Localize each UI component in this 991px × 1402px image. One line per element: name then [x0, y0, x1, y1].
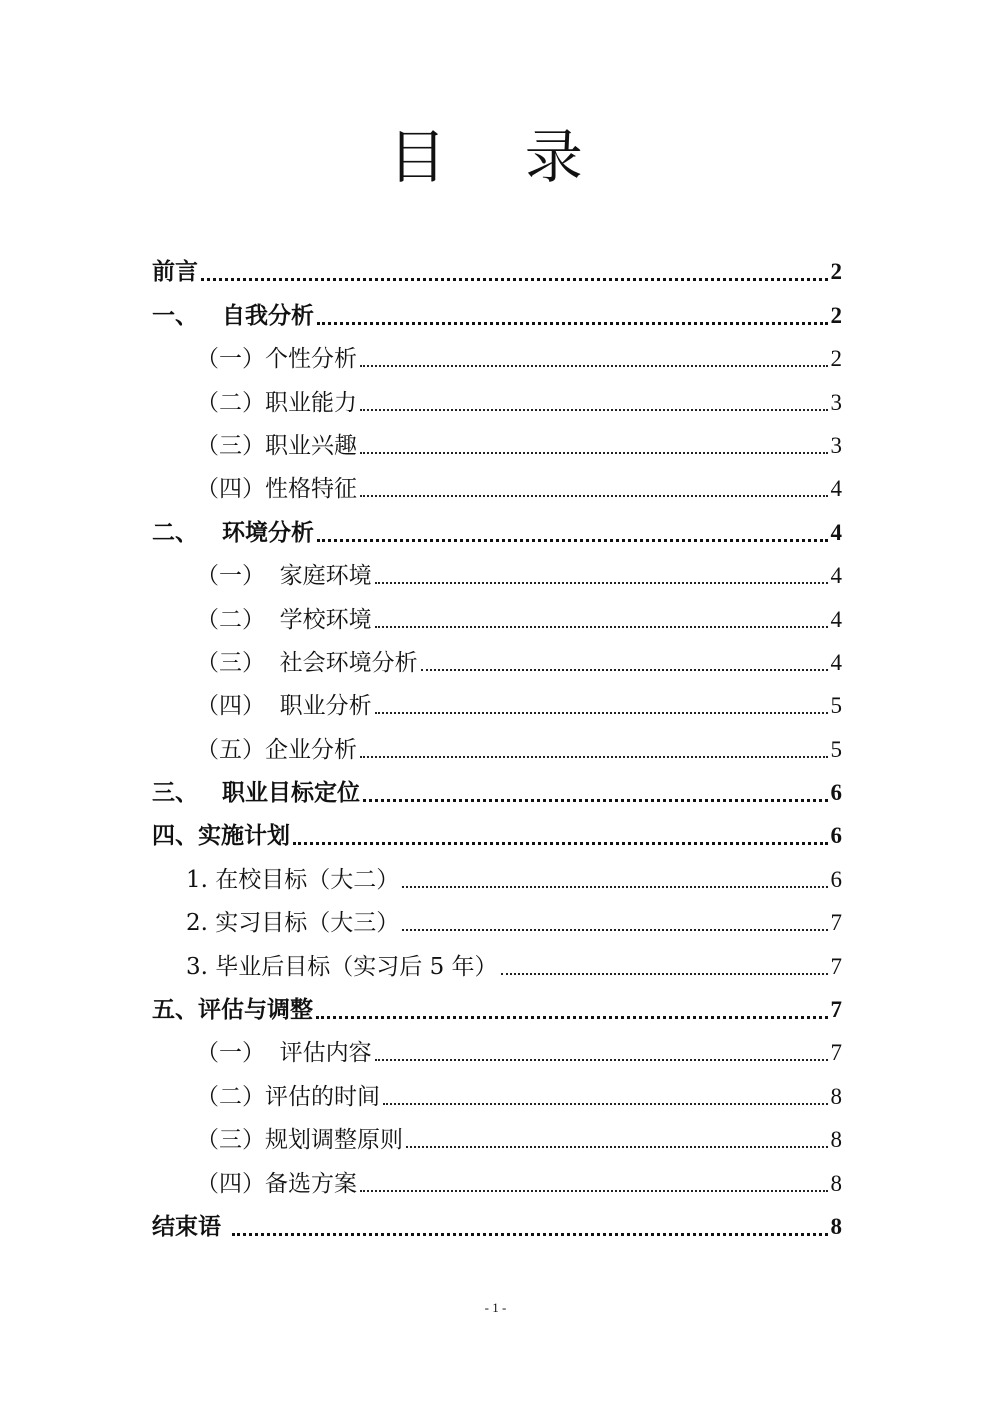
toc-entry[interactable] [152, 937, 842, 980]
page-number-footer: - 1 - [484, 1300, 507, 1315]
toc-entry[interactable] [152, 764, 842, 807]
toc-entry-label: 1. 在校目标（大二） [186, 866, 400, 893]
toc-entry-page-number: 4 [830, 606, 842, 632]
toc-leader-dots [232, 1232, 827, 1236]
toc-entry-page-number: 8 [830, 1083, 842, 1109]
toc-entry-page-number: 8 [830, 1127, 842, 1153]
toc-entry[interactable] [152, 503, 842, 546]
toc-entry-page-number: 3 [830, 432, 842, 458]
toc-entry-page-number: 6 [830, 866, 842, 892]
toc-entry[interactable] [152, 894, 842, 937]
toc-entry-page-number: 5 [830, 693, 842, 719]
toc-entry-label: 二、 环境分析 [152, 518, 315, 546]
toc-entry[interactable] [152, 330, 842, 373]
toc-entry-page-number: 8 [830, 1170, 842, 1196]
toc-entry-page-number: 7 [830, 953, 842, 979]
toc-leader-dots [363, 798, 827, 802]
toc-leader-dots [360, 1189, 828, 1192]
toc-entry-page-number: 3 [830, 389, 842, 415]
toc-entry-page-number: 2 [830, 346, 842, 372]
toc-leader-dots [360, 451, 828, 454]
toc-entry-page-number: 2 [830, 302, 842, 328]
toc-entry-page-number: 4 [830, 476, 842, 502]
toc-entry[interactable] [152, 1111, 842, 1154]
toc-entry-label: 3. 毕业后目标（实习后 5 年） [186, 953, 498, 980]
toc-leader-dots [383, 1102, 828, 1105]
toc-leader-dots [421, 668, 828, 671]
toc-entry[interactable] [152, 807, 842, 850]
toc-leader-dots [402, 928, 827, 931]
toc-entry[interactable] [152, 547, 842, 590]
toc-leader-dots [293, 841, 828, 845]
toc-entry-label: （五）企业分析 [196, 736, 357, 763]
toc-entry-label: （四）备选方案 [196, 1170, 357, 1197]
toc-entry[interactable] [152, 981, 842, 1024]
toc-leader-dots [201, 277, 828, 281]
toc-entry[interactable] [152, 417, 842, 460]
toc-entry-label: 结束语 [152, 1212, 230, 1240]
toc-entry[interactable] [152, 1067, 842, 1110]
toc-leader-dots [375, 581, 828, 584]
toc-entry-label: （二）评估的时间 [196, 1083, 380, 1110]
toc-entry[interactable] [152, 373, 842, 416]
toc-entry-page-number: 4 [830, 563, 842, 589]
toc-entry[interactable] [152, 677, 842, 720]
toc-leader-dots [375, 711, 828, 714]
toc-leader-dots [375, 625, 828, 628]
toc-entry-page-number: 7 [830, 1040, 842, 1066]
toc-entry-page-number: 6 [830, 823, 842, 849]
toc-leader-dots [501, 972, 828, 975]
toc-entry-label: 四、实施计划 [152, 822, 290, 850]
toc-entry-page-number: 6 [830, 780, 842, 806]
toc-entry-label: （一） 家庭环境 [196, 563, 372, 590]
toc-entry-page-number: 4 [830, 519, 842, 545]
toc-entry-label: （一）个性分析 [196, 346, 357, 373]
toc-leader-dots [406, 1145, 828, 1148]
toc-leader-dots [402, 885, 827, 888]
page-title: 目 录 [388, 123, 613, 191]
toc-entry[interactable] [152, 590, 842, 633]
toc-entry[interactable] [152, 850, 842, 893]
toc-entry[interactable] [152, 286, 842, 329]
toc-leader-dots [316, 1015, 828, 1019]
toc-entry-label: 2. 实习目标（大三） [186, 910, 400, 937]
toc-entry-page-number: 2 [830, 259, 842, 285]
toc-entry-label: （四） 职业分析 [196, 693, 372, 720]
toc-entry[interactable] [152, 460, 842, 503]
toc-entry[interactable] [152, 1154, 842, 1197]
toc-leader-dots [360, 755, 828, 758]
toc-entry-label: （四）性格特征 [196, 476, 357, 503]
toc-entry-page-number: 7 [830, 910, 842, 936]
toc-leader-dots [375, 1058, 828, 1061]
toc-leader-dots [360, 408, 828, 411]
toc-entry-label: （二）职业能力 [196, 389, 357, 416]
toc-entry-label: （三） 社会环境分析 [196, 649, 418, 676]
toc-entry-label: 五、评估与调整 [152, 996, 313, 1024]
toc-entry-label: 三、 职业目标定位 [152, 779, 361, 807]
toc-entry-page-number: 5 [830, 736, 842, 762]
toc-entry-page-number: 4 [830, 649, 842, 675]
table-of-contents [152, 243, 842, 1241]
toc-entry-label: （一） 评估内容 [196, 1040, 372, 1067]
toc-entry-page-number: 8 [830, 1213, 842, 1239]
toc-leader-dots [317, 321, 827, 325]
toc-leader-dots [360, 494, 828, 497]
toc-entry-label: 一、 自我分析 [152, 301, 315, 329]
toc-entry[interactable] [152, 1198, 842, 1241]
toc-leader-dots [317, 538, 827, 542]
toc-entry[interactable] [152, 243, 842, 286]
toc-entry[interactable] [152, 634, 842, 677]
toc-entry-label: （二） 学校环境 [196, 606, 372, 633]
toc-entry[interactable] [152, 1024, 842, 1067]
toc-entry-label: 前言 [152, 258, 198, 286]
toc-entry-page-number: 7 [830, 997, 842, 1023]
toc-leader-dots [360, 364, 828, 367]
toc-entry-label: （三）规划调整原则 [196, 1127, 403, 1154]
toc-entry-label: （三）职业兴趣 [196, 432, 357, 459]
toc-entry[interactable] [152, 720, 842, 763]
